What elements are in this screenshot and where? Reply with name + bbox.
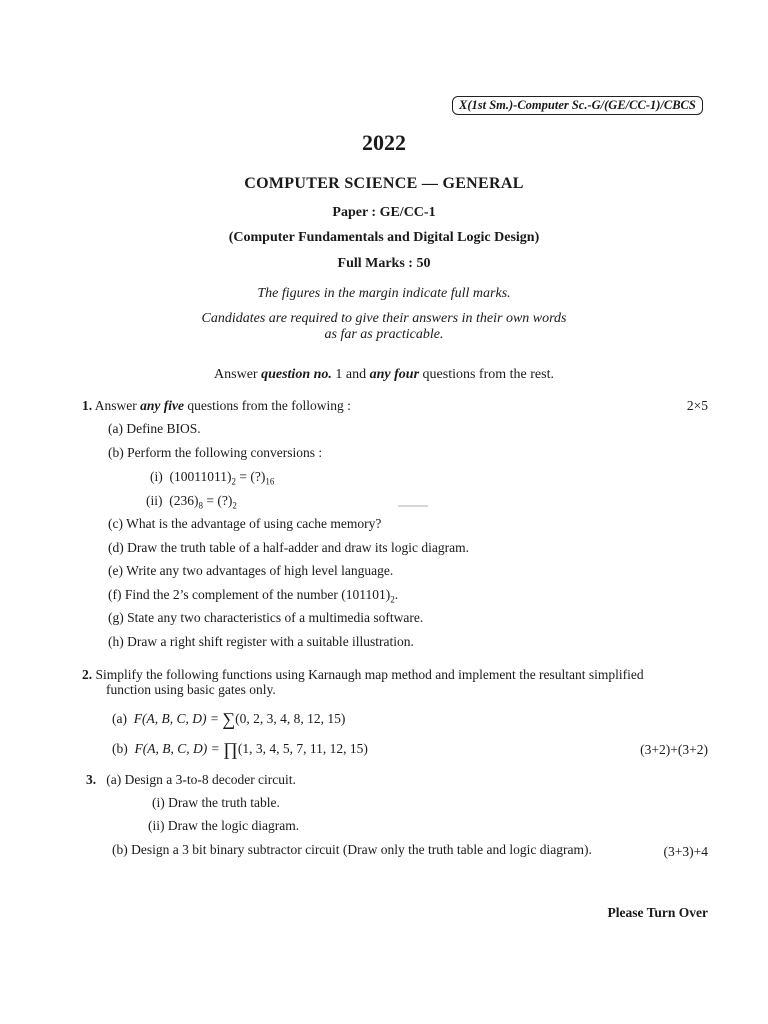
instruction: Answer question no. 1 and any four questions from the rest. [214,367,554,382]
q2-a: (a) F(A, B, C, D) = ∑(0, 2, 3, 4, 8, 12, 15) [112,709,346,729]
q3-b: (b) Design a 3 bit binary subtractor circuit (Draw only the truth table and logic diagram). [112,842,592,857]
q2-heading: 2. Simplify the following functions using Karnaugh map method and implement the resultant simplified [82,667,644,682]
q1-d: (d) Draw the truth table of a half-adder and draw its logic diagram. [108,540,469,555]
q1-marks: 2×5 [686,398,708,413]
q1-b: (b) Perform the following conversions : [108,445,323,460]
paper-code: X(1st Sm.)-Computer Sc.-G/(GE/CC-1)/CBCS [452,96,703,115]
q3-a-i: (i) Draw the truth table. [152,795,280,810]
q3-marks: (3+3)+4 [663,844,708,859]
scan-smudge [398,505,428,507]
q2-marks: (3+2)+(3+2) [640,742,708,757]
q1-h: (h) Draw a right shift register with a suitable illustration. [108,634,414,649]
note-own-words-2: as far as practicable. [324,327,444,342]
q1-c: (c) What is the advantage of using cache memory? [108,516,382,531]
q1-b-ii: (ii) $(236)_8$ = $(?)_2$ [146,493,237,511]
q1-heading: 1. Answer any five questions from the following : [82,398,351,413]
q2-b: (b) F(A, B, C, D) = ∏(1, 3, 4, 5, 7, 11, 12, 15) [112,739,368,759]
q1-a: (a) Define BIOS. [108,421,201,436]
q1-g: (g) State any two characteristics of a multimedia software. [108,610,424,625]
q1-b-i: (i) $(10011011)_2$ = $(?)_{16}$ [150,469,275,487]
please-turn-over: Please Turn Over [607,905,708,920]
note-margin: The figures in the margin indicate full marks. [257,286,511,301]
course-title: (Computer Fundamentals and Digital Logic Design) [228,230,540,245]
full-marks: Full Marks : 50 [337,256,431,271]
subject-title: COMPUTER SCIENCE — GENERAL [244,175,524,192]
paper-code-line: Paper : GE/CC-1 [332,205,436,220]
q3-a-ii: (ii) Draw the logic diagram. [148,818,300,833]
exam-year: 2022 [362,130,406,155]
q1-f: (f) Find the 2’s complement of the number $(101101)_2$. [108,587,399,605]
q1-e: (e) Write any two advantages of high level language. [108,563,394,578]
q2-heading-line2: function using basic gates only. [106,682,276,697]
q3-heading: 3. (a) Design a 3-to-8 decoder circuit. [86,772,296,787]
note-own-words-1: Candidates are required to give their answers in their own words [201,311,567,326]
